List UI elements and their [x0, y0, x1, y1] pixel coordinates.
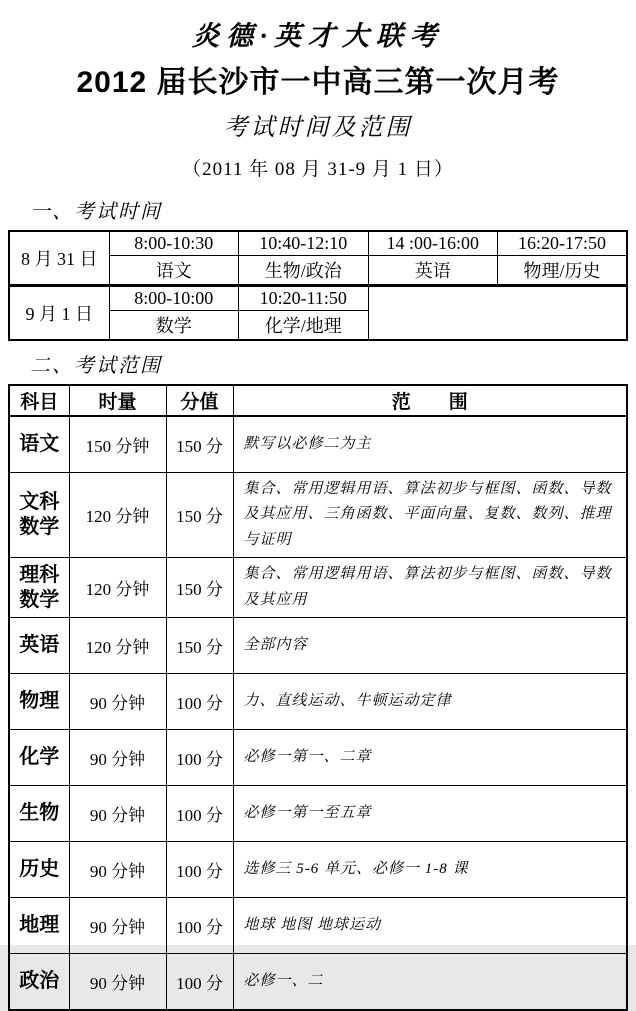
scope-cell: 必修一、二 — [233, 954, 627, 1010]
column-header-duration: 时量 — [69, 385, 166, 416]
scope-cell: 地球 地图 地球运动 — [233, 898, 627, 954]
score-cell: 150 分 — [166, 618, 233, 674]
table-header-row — [9, 385, 627, 416]
table-row — [9, 786, 627, 842]
table-row — [9, 842, 627, 898]
duration-cell: 90 分钟 — [69, 898, 166, 954]
table-row — [9, 674, 627, 730]
main-title: 2012 届长沙市一中高三第一次月考 — [76, 66, 560, 99]
duration-cell: 150 分钟 — [69, 416, 166, 472]
exam-time-table — [8, 230, 628, 341]
subject-cell: 英语 — [9, 618, 69, 674]
duration-cell: 120 分钟 — [69, 618, 166, 674]
subject-cell: 物理 — [9, 674, 69, 730]
scope-cell: 选修三 5-6 单元、必修一 1-8 课 — [233, 842, 627, 898]
session-subject: 语文 — [109, 256, 239, 286]
session-time: 14 :00-16:00 — [368, 231, 498, 256]
table-row — [9, 416, 627, 472]
table-row — [9, 558, 627, 618]
session-time: 10:40-12:10 — [239, 231, 369, 256]
score-cell: 100 分 — [166, 786, 233, 842]
subject-cell: 文科数学 — [9, 472, 69, 558]
brand-title: 炎德·英才大联考 — [192, 21, 444, 51]
date-cell: 9 月 1 日 — [9, 286, 109, 341]
duration-cell: 90 分钟 — [69, 674, 166, 730]
score-cell: 150 分 — [166, 558, 233, 618]
subject-cell: 政治 — [9, 954, 69, 1010]
scope-cell: 必修一第一至五章 — [233, 786, 627, 842]
column-header-subject: 科目 — [9, 385, 69, 416]
session-subject: 化学/地理 — [239, 311, 369, 341]
session-subject: 数学 — [109, 311, 239, 341]
session-subject: 物理/历史 — [498, 256, 628, 286]
date-cell: 8 月 31 日 — [9, 231, 109, 286]
duration-cell: 90 分钟 — [69, 786, 166, 842]
score-cell: 150 分 — [166, 472, 233, 558]
table-row — [9, 730, 627, 786]
scope-cell: 集合、常用逻辑用语、算法初步与框图、函数、导数及其应用 — [233, 558, 627, 618]
scope-cell: 必修一第一、二章 — [233, 730, 627, 786]
session-time: 16:20-17:50 — [498, 231, 628, 256]
table-row — [9, 898, 627, 954]
scope-cell: 集合、常用逻辑用语、算法初步与框图、函数、导数及其应用、三角函数、平面向量、复数、数列、推理与证明 — [233, 472, 627, 558]
score-cell: 100 分 — [166, 674, 233, 730]
empty-cell — [368, 286, 627, 341]
duration-cell: 120 分钟 — [69, 472, 166, 558]
exam-date-range: （2011 年 08 月 31-9 月 1 日） — [182, 159, 454, 180]
subject-cell: 化学 — [9, 730, 69, 786]
table-row — [9, 472, 627, 558]
table-row — [9, 231, 627, 256]
session-subject: 英语 — [368, 256, 498, 286]
subject-cell: 历史 — [9, 842, 69, 898]
session-time: 10:20-11:50 — [239, 286, 369, 311]
subject-cell: 地理 — [9, 898, 69, 954]
scope-cell: 力、直线运动、牛顿运动定律 — [233, 674, 627, 730]
score-cell: 150 分 — [166, 416, 233, 472]
exam-scope-table — [8, 384, 628, 1011]
subtitle: 考试时间及范围 — [223, 115, 413, 141]
duration-cell: 90 分钟 — [69, 730, 166, 786]
column-header-scope: 范 围 — [233, 385, 627, 416]
score-cell: 100 分 — [166, 898, 233, 954]
duration-cell: 90 分钟 — [69, 954, 166, 1010]
subject-cell: 理科数学 — [9, 558, 69, 618]
column-header-score: 分值 — [166, 385, 233, 416]
table-row — [9, 954, 627, 1010]
section-heading-exam-time: 一、考试时间 — [30, 201, 162, 223]
session-time: 8:00-10:30 — [109, 231, 239, 256]
session-subject: 生物/政治 — [239, 256, 369, 286]
score-cell: 100 分 — [166, 954, 233, 1010]
scope-cell: 全部内容 — [233, 618, 627, 674]
subject-cell: 生物 — [9, 786, 69, 842]
subject-cell: 语文 — [9, 416, 69, 472]
scope-cell: 默写以必修二为主 — [233, 416, 627, 472]
table-row — [9, 286, 627, 311]
duration-cell: 120 分钟 — [69, 558, 166, 618]
duration-cell: 90 分钟 — [69, 842, 166, 898]
section-heading-exam-scope: 二、考试范围 — [30, 355, 162, 377]
session-time: 8:00-10:00 — [109, 286, 239, 311]
document-header — [8, 14, 628, 181]
score-cell: 100 分 — [166, 730, 233, 786]
table-row — [9, 618, 627, 674]
score-cell: 100 分 — [166, 842, 233, 898]
